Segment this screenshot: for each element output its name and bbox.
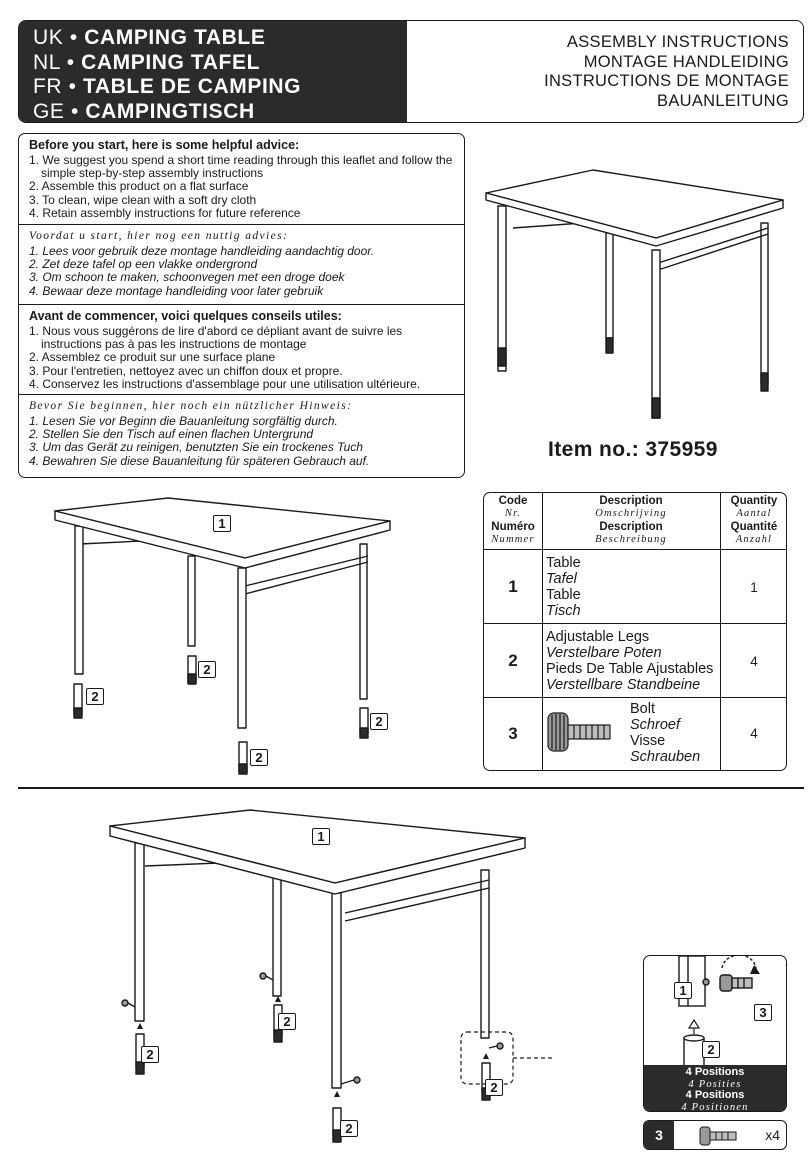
detail-box: [643, 955, 787, 1112]
advice-nl-item: 1. Lees voor gebruik deze montage handleiding aandachtig door.: [29, 244, 375, 258]
subtitle-block: [544, 33, 789, 111]
advice-de-item: 1. Lesen Sie vor Beginn die Bauanleitung sorgfältig durch.: [29, 414, 338, 428]
callout-leg: 2: [485, 1079, 503, 1096]
assembly-step-drawing: [105, 808, 555, 1148]
callout-leg: 2: [340, 1120, 358, 1137]
advice-nl-heading: Voordat u start, hier nog een nuttig advies:: [29, 230, 289, 242]
advice-nl-item: 4. Bewaar deze montage handleiding voor later gebruik: [29, 283, 324, 298]
row-description: Adjustable Legs Verstelbare Poten Pieds De Table Ajustables Verstellbare Standbeine: [546, 629, 714, 693]
callout-table: 1: [674, 982, 692, 999]
header-code: Code Nr. Numéro Nummer: [491, 495, 535, 545]
advice-en-item: 4. Retain assembly instructions for future reference: [29, 205, 301, 220]
parts-table: [483, 492, 787, 771]
callout-leg: 2: [702, 1041, 720, 1058]
row-code: 2: [508, 651, 518, 670]
advice-nl-item: 3. Om schoon te maken, schoonvegen met een droge doek: [29, 270, 345, 285]
screw-quantity: x4: [765, 1127, 780, 1143]
bolt-icon: [699, 1126, 739, 1146]
item-number: Item no.: 375959: [548, 438, 718, 461]
assembly-step-illustration: [105, 808, 555, 1148]
advice-fr-heading: Avant de commencer, voici quelques conseils utiles:: [29, 309, 342, 323]
parts-overview-illustration: [50, 496, 410, 776]
row-quantity: 1: [750, 580, 758, 595]
row-quantity: 4: [750, 726, 758, 741]
row-code: 1: [508, 577, 518, 596]
advice-fr: [19, 304, 464, 394]
assembled-table-drawing: [478, 158, 798, 428]
subtitle-fr: INSTRUCTIONS DE MONTAGE: [544, 72, 789, 90]
advice-en: [19, 134, 464, 224]
advice-fr-item: 4. Conservez les instructions d'assemblage pour une utilisation ultérieure.: [29, 376, 421, 391]
advice-box: [18, 133, 465, 478]
callout-leg: 2: [278, 1013, 296, 1030]
advice-de-item: 2. Stellen Sie den Tisch auf einen flachen Untergrund: [29, 427, 314, 442]
title-fr: FR • TABLE DE CAMPING: [33, 75, 302, 98]
subtitle-nl: MONTAGE HANDLEIDING: [583, 52, 789, 71]
callout-leg: 2: [86, 688, 104, 705]
row-code: 3: [508, 724, 518, 743]
positions-caption: 4 Positions 4 Posities 4 Positions 4 Positionen: [644, 1065, 786, 1111]
callout-leg: 2: [250, 749, 268, 766]
advice-nl-item: 2. Zet deze tafel op een vlakke ondergrond: [29, 257, 258, 272]
advice-fr-item: 2. Assemblez ce produit sur une surface plane: [29, 350, 276, 365]
row-quantity: 4: [750, 654, 758, 669]
callout-leg: 2: [141, 1046, 159, 1063]
callout-table: 1: [213, 515, 231, 532]
title-block: [19, 21, 407, 122]
advice-en-item: 2. Assemble this product on a flat surface: [29, 179, 249, 194]
advice-de-heading: Bevor Sie beginnen, hier noch ein nützlicher Hinweis:: [29, 400, 353, 412]
advice-en-heading: Before you start, here is some helpful advice:: [29, 138, 300, 152]
advice-en-item: 3. To clean, wipe clean with a soft dry cloth: [29, 192, 257, 207]
title-ge: GE • CAMPINGTISCH: [33, 99, 255, 123]
callout-leg: 2: [370, 713, 388, 730]
screw-count-bar: [643, 1120, 787, 1150]
advice-de-item: 4. Bewahren Sie diese Bauanleitung für späteren Gebrauch auf.: [29, 453, 370, 468]
header-quantity: Quantity Aantal Quantité Anzahl: [730, 495, 778, 545]
table-divider: [484, 697, 786, 698]
header-description: Description Omschrijving Description Beschreibung: [595, 495, 667, 545]
advice-de: [19, 394, 464, 478]
table-divider: [484, 549, 786, 550]
advice-fr-item: 1. Nous vous suggérons de lire d'abord ce dépliant avant de suivre les instructions pas à pas les instructions de montage: [29, 324, 403, 352]
callout-leg: 2: [198, 661, 216, 678]
screw-code: 3: [644, 1121, 674, 1149]
section-divider: [18, 787, 804, 789]
callout-bolt: 3: [754, 1004, 772, 1021]
parts-overview-drawing: [50, 496, 410, 776]
advice-de-item: 3. Um das Gerät zu reinigen, benutzten Sie ein trockenes Tuch: [29, 440, 363, 455]
subtitle-en: ASSEMBLY INSTRUCTIONS: [566, 33, 789, 51]
row-description: Table Tafel Table Tisch: [546, 555, 581, 619]
title-uk: UK • CAMPING TABLE: [33, 26, 266, 49]
subtitle-de: BAUANLEITUNG: [657, 91, 789, 110]
advice-en-item: 1. We suggest you spend a short time reading through this leaflet and follow the simple step-by-step assembly instructions: [29, 153, 453, 181]
advice-nl: [19, 224, 464, 304]
advice-fr-item: 3. Pour l'entretien, nettoyez avec un chiffon doux et propre.: [29, 363, 343, 378]
callout-table: 1: [312, 828, 330, 845]
header: [18, 20, 804, 123]
row-description: Bolt Schroef Visse Schrauben: [630, 701, 701, 765]
assembled-table-illustration: [478, 158, 798, 428]
title-nl: NL • CAMPING TAFEL: [33, 50, 260, 74]
table-divider: [484, 623, 786, 624]
